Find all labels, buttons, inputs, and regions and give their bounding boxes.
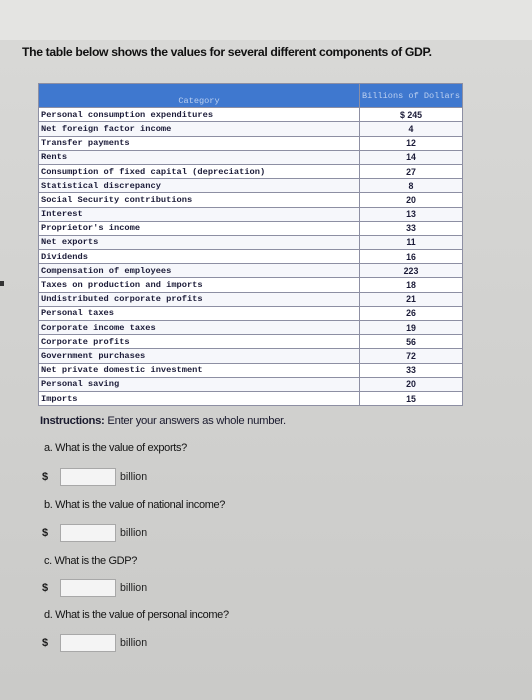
row-value: 21: [360, 292, 463, 306]
table-row: [39, 363, 463, 377]
answer-row-b: [42, 523, 147, 543]
instructions: [40, 415, 286, 427]
row-category: Corporate income taxes: [39, 321, 360, 335]
table-row: [39, 377, 463, 391]
answer-row-d: [42, 633, 147, 653]
row-category: Net foreign factor income: [39, 122, 360, 136]
instructions-label: Instructions:: [40, 415, 105, 427]
row-category: Net exports: [39, 235, 360, 249]
unit-label: billion: [120, 527, 148, 539]
answer-row-c: [42, 578, 147, 598]
unit-label: billion: [120, 637, 148, 649]
row-value: 14: [360, 150, 463, 164]
row-category: Compensation of employees: [39, 264, 360, 278]
unit-label: billion: [120, 471, 148, 483]
row-value: 11: [360, 235, 463, 249]
top-band: [0, 0, 532, 40]
row-value: 19: [360, 321, 463, 335]
row-category: Undistributed corporate profits: [39, 292, 360, 306]
table-row: [39, 179, 463, 193]
row-value: 4: [360, 122, 463, 136]
row-category: Proprietor's income: [39, 221, 360, 235]
row-category: Net private domestic investment: [39, 363, 360, 377]
row-value: 18: [360, 278, 463, 292]
question-c: c. What is the GDP?: [44, 555, 137, 567]
row-category: Corporate profits: [39, 335, 360, 349]
row-category: Government purchases: [39, 349, 360, 363]
table-row: [39, 122, 463, 136]
row-value: 56: [360, 335, 463, 349]
table-row: [39, 108, 463, 122]
answer-row-a: [42, 467, 147, 487]
table-row: [39, 235, 463, 249]
row-category: Imports: [39, 391, 360, 405]
row-value: $ 245: [360, 108, 463, 122]
row-category: Transfer payments: [39, 136, 360, 150]
table-header-row: [39, 84, 463, 108]
row-value: 16: [360, 250, 463, 264]
table-row: [39, 193, 463, 207]
row-category: Taxes on production and imports: [39, 278, 360, 292]
currency-symbol: $: [42, 527, 49, 539]
table-row: [39, 264, 463, 278]
row-value: 20: [360, 377, 463, 391]
currency-symbol: $: [42, 471, 49, 483]
row-value: 15: [360, 391, 463, 405]
row-value: 26: [360, 306, 463, 320]
row-value: 33: [360, 363, 463, 377]
table-row: [39, 335, 463, 349]
instructions-text: Enter your answers as whole number.: [104, 415, 286, 427]
table-row: [39, 250, 463, 264]
row-category: Statistical discrepancy: [39, 179, 360, 193]
row-category: Personal taxes: [39, 306, 360, 320]
personal-income-answer-input[interactable]: [60, 634, 116, 652]
question-a: a. What is the value of exports?: [44, 442, 187, 454]
row-category: Consumption of fixed capital (depreciation): [39, 164, 360, 178]
row-value: 13: [360, 207, 463, 221]
row-category: Dividends: [39, 250, 360, 264]
edge-mark: [0, 281, 4, 286]
gdp-components-table: [38, 83, 463, 406]
row-category: Personal consumption expenditures: [39, 108, 360, 122]
header-value: Billions of Dollars: [360, 84, 463, 108]
table-row: [39, 306, 463, 320]
row-value: 8: [360, 179, 463, 193]
row-value: 33: [360, 221, 463, 235]
currency-symbol: $: [42, 582, 49, 594]
header-category: Category: [39, 84, 360, 108]
question-b: b. What is the value of national income?: [44, 499, 226, 511]
table-row: [39, 136, 463, 150]
table-row: [39, 278, 463, 292]
national-income-answer-input[interactable]: [60, 524, 116, 542]
row-category: Social Security contributions: [39, 193, 360, 207]
currency-symbol: $: [42, 637, 49, 649]
table-row: [39, 292, 463, 306]
table-row: [39, 391, 463, 405]
row-value: 27: [360, 164, 463, 178]
exports-answer-input[interactable]: [60, 468, 116, 486]
table-row: [39, 207, 463, 221]
table-row: [39, 164, 463, 178]
table-row: [39, 150, 463, 164]
row-category: Interest: [39, 207, 360, 221]
unit-label: billion: [120, 582, 148, 594]
intro-text: The table below shows the values for several different components of GDP.: [22, 45, 432, 59]
row-value: 12: [360, 136, 463, 150]
row-value: 20: [360, 193, 463, 207]
table-row: [39, 321, 463, 335]
row-category: Personal saving: [39, 377, 360, 391]
row-value: 72: [360, 349, 463, 363]
gdp-answer-input[interactable]: [60, 579, 116, 597]
table-row: [39, 221, 463, 235]
table-row: [39, 349, 463, 363]
row-value: 223: [360, 264, 463, 278]
row-category: Rents: [39, 150, 360, 164]
question-d: d. What is the value of personal income?: [44, 609, 229, 621]
